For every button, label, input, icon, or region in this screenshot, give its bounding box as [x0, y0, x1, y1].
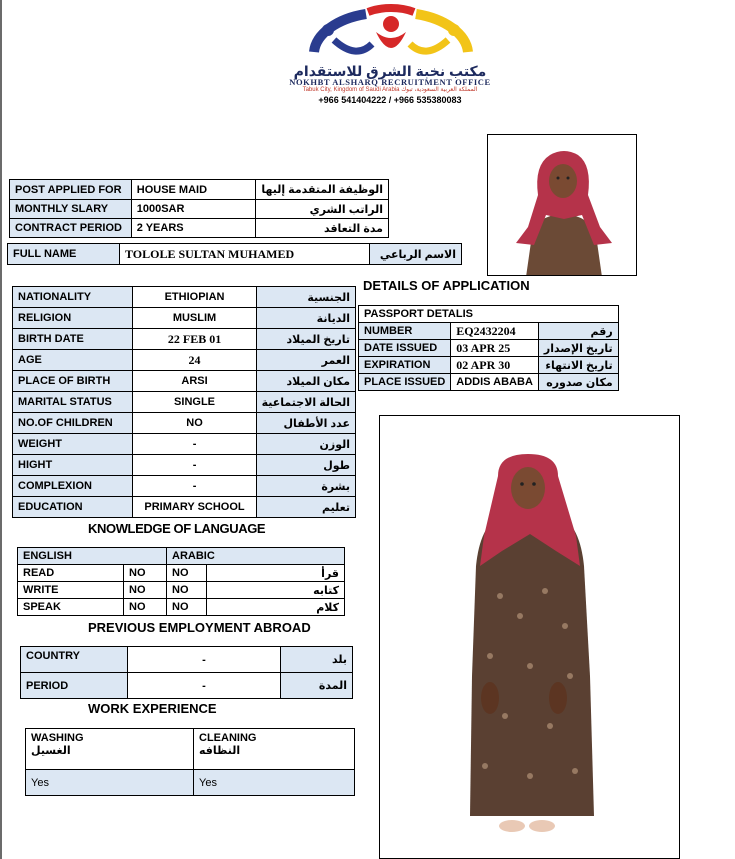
personal-row — [13, 476, 356, 497]
office-name-english: NOKHBT ALSHARQ RECRUITMENT OFFICE — [289, 77, 491, 87]
personal-label: RELIGION — [13, 308, 133, 329]
job-label: CONTRACT PERIOD — [10, 219, 132, 238]
personal-row — [13, 287, 356, 308]
office-phones: +966 541404222 / +966 535380083 — [318, 95, 462, 105]
personal-value: ETHIOPIAN — [133, 287, 256, 308]
office-address: Tabuk City, Kingdom of Saudi Arabia المملكة العربية السعودية، تبوك — [302, 87, 478, 93]
personal-value: 24 — [133, 350, 256, 371]
personal-row — [13, 392, 356, 413]
employment-row — [21, 647, 353, 673]
language-english-value: NO — [124, 599, 167, 616]
passport-label: PLACE ISSUED — [359, 374, 451, 391]
employment-row — [21, 673, 353, 699]
page-left-border — [0, 0, 2, 859]
passport-table — [358, 305, 619, 391]
job-row — [10, 180, 389, 200]
job-label: MONTHLY SLARY — [10, 200, 132, 219]
personal-row — [13, 413, 356, 434]
full-name-value: TOLOLE SULTAN MUHAMED — [120, 244, 370, 265]
personal-label-ar: الحالة الاجتماعية — [256, 392, 355, 413]
experience-table — [25, 728, 355, 796]
personal-table — [12, 286, 356, 518]
full-name-table — [7, 243, 462, 265]
language-english-value: NO — [124, 582, 167, 599]
language-skill: WRITE — [18, 582, 124, 599]
personal-label-ar: الديانة — [256, 308, 355, 329]
language-title: KNOWLEDGE OF LANGUAGE — [88, 521, 266, 536]
personal-label-ar: الجنسية — [256, 287, 355, 308]
passport-row — [359, 374, 619, 391]
personal-label-ar: عدد الأطفال — [256, 413, 355, 434]
job-value: 2 YEARS — [131, 219, 256, 238]
personal-value: MUSLIM — [133, 308, 256, 329]
job-table — [9, 179, 389, 238]
personal-row — [13, 350, 356, 371]
passport-label: NUMBER — [359, 323, 451, 340]
job-label-ar: الوظيفة المتقدمة إليها — [256, 180, 389, 200]
passport-label: EXPIRATION — [359, 357, 451, 374]
language-arabic-value: NO — [167, 599, 207, 616]
experience-value: Yes — [26, 770, 194, 796]
personal-label: HIGHT — [13, 455, 133, 476]
passport-label-ar: مكان صدوره — [538, 374, 618, 391]
language-arabic-value: NO — [167, 582, 207, 599]
job-row — [10, 200, 389, 219]
personal-label-ar: تعليم — [256, 497, 355, 518]
personal-label: COMPLEXION — [13, 476, 133, 497]
passport-label-ar: تاريخ الانتهاء — [538, 357, 618, 374]
full-name-label-ar: الاسم الرباعي — [370, 244, 462, 265]
experience-label-ar: الغسيل — [31, 745, 71, 757]
job-label: POST APPLIED FOR — [10, 180, 132, 200]
full-body-photo — [379, 415, 680, 859]
personal-label: AGE — [13, 350, 133, 371]
language-table — [17, 547, 345, 616]
language-arabic-value: NO — [167, 565, 207, 582]
experience-label-ar: النظافه — [199, 745, 241, 757]
employment-label: PERIOD — [21, 673, 128, 699]
language-row — [18, 565, 345, 582]
language-row — [18, 599, 345, 616]
job-value: 1000SAR — [131, 200, 256, 219]
passport-value: EQ2432204 — [451, 323, 539, 340]
employment-label-ar: بلد — [281, 647, 353, 673]
experience-item — [194, 729, 355, 770]
personal-value: SINGLE — [133, 392, 256, 413]
passport-value: ADDIS ABABA — [451, 374, 539, 391]
personal-value: - — [133, 434, 256, 455]
portrait-photo — [487, 134, 637, 276]
personal-label: PLACE OF BIRTH — [13, 371, 133, 392]
personal-row — [13, 371, 356, 392]
passport-row — [359, 340, 619, 357]
experience-label: WASHING — [31, 732, 84, 744]
language-header-arabic: ARABIC — [167, 548, 345, 565]
language-row — [18, 582, 345, 599]
personal-label-ar: بشرة — [256, 476, 355, 497]
personal-label: MARITAL STATUS — [13, 392, 133, 413]
language-english-value: NO — [124, 565, 167, 582]
personal-row — [13, 434, 356, 455]
language-skill-ar: كلام — [207, 599, 345, 616]
personal-value: - — [133, 476, 256, 497]
language-skill-ar: كتابه — [207, 582, 345, 599]
language-skill: READ — [18, 565, 124, 582]
personal-row — [13, 497, 356, 518]
passport-label-ar: رقم — [538, 323, 618, 340]
experience-item — [26, 729, 194, 770]
personal-label: NO.OF CHILDREN — [13, 413, 133, 434]
personal-label-ar: تاريخ الميلاد — [256, 329, 355, 350]
office-logo — [306, 4, 476, 66]
passport-value: 02 APR 30 — [451, 357, 539, 374]
passport-row — [359, 357, 619, 374]
office-name-arabic: مكتب نخبة الشرق للاستقدام — [293, 63, 487, 79]
job-value: HOUSE MAID — [131, 180, 256, 200]
personal-row — [13, 455, 356, 476]
personal-label-ar: طول — [256, 455, 355, 476]
passport-row — [359, 323, 619, 340]
personal-row — [13, 308, 356, 329]
language-skill: SPEAK — [18, 599, 124, 616]
employment-title: PREVIOUS EMPLOYMENT ABROAD — [88, 620, 311, 635]
employment-value: - — [128, 673, 281, 699]
employment-label-ar: المدة — [281, 673, 353, 699]
passport-label: DATE ISSUED — [359, 340, 451, 357]
personal-label: WEIGHT — [13, 434, 133, 455]
personal-label: EDUCATION — [13, 497, 133, 518]
personal-label-ar: العمر — [256, 350, 355, 371]
personal-label: NATIONALITY — [13, 287, 133, 308]
passport-value: 03 APR 25 — [451, 340, 539, 357]
job-label-ar: الراتب الشري — [256, 200, 389, 219]
full-name-label: FULL NAME — [8, 244, 120, 265]
passport-title: PASSPORT DETALIS — [359, 306, 619, 323]
employment-value: - — [128, 647, 281, 673]
personal-label: BIRTH DATE — [13, 329, 133, 350]
employment-table — [20, 646, 353, 699]
passport-label-ar: تاريخ الإصدار — [538, 340, 618, 357]
language-header-english: ENGLISH — [18, 548, 167, 565]
job-row — [10, 219, 389, 238]
experience-value: Yes — [194, 770, 355, 796]
personal-value: 22 FEB 01 — [133, 329, 256, 350]
personal-value: PRIMARY SCHOOL — [133, 497, 256, 518]
experience-label: CLEANING — [199, 732, 257, 744]
personal-row — [13, 329, 356, 350]
personal-value: NO — [133, 413, 256, 434]
personal-label-ar: الوزن — [256, 434, 355, 455]
experience-title: WORK EXPERIENCE — [88, 701, 217, 716]
personal-value: ARSI — [133, 371, 256, 392]
job-label-ar: مدة التعاقد — [256, 219, 389, 238]
language-skill-ar: قرأ — [207, 565, 345, 582]
personal-value: - — [133, 455, 256, 476]
details-title: DETAILS OF APPLICATION — [363, 278, 530, 293]
employment-label: COUNTRY — [21, 647, 128, 673]
personal-label-ar: مكان الميلاد — [256, 371, 355, 392]
